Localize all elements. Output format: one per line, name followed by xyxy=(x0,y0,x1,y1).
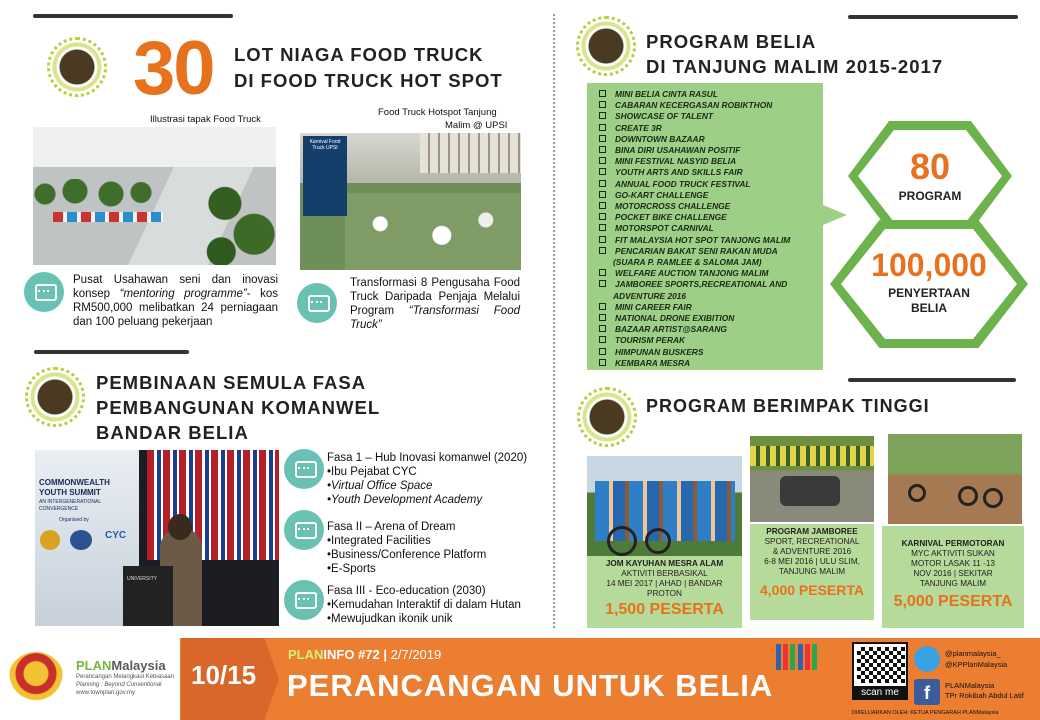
summit-line-3: AN INTERGENERATIONAL xyxy=(39,499,102,505)
card-title: PROGRAM JAMBOREE xyxy=(766,527,858,536)
summit-line-2: YOUTH SUMMIT xyxy=(39,488,101,497)
program-item: MOTORCROSS CHALLENGE xyxy=(599,201,823,212)
program-item: HIMPUNAN BUSKERS xyxy=(599,347,823,358)
program-item: POCKET BIKE CHALLENGE xyxy=(599,212,823,223)
info-mentoring: Pusat Usahawan seni dan inovasi konsep “mentoring programme”- kos RM500,000 melibatkan 24 perniagaan dan 100 peluang pekerjaan xyxy=(73,274,279,328)
stat-program-label: PROGRAM xyxy=(898,189,962,203)
facebook-name-2: TPr Rokibah Abdul Latif xyxy=(945,691,1024,700)
section-title-komanwel-2: PEMBANGUNAN KOMANWEL xyxy=(96,397,381,418)
photo-jamboree xyxy=(750,436,874,522)
twitter-handle-1: @planmalaysia_ xyxy=(945,649,1001,658)
comment-icon xyxy=(24,272,64,312)
impact-card-motor xyxy=(882,526,1024,628)
caption-hotspot-1: Food Truck Hotspot Tanjung xyxy=(378,107,497,118)
summit-line-1: COMMONWEALTH xyxy=(39,478,110,487)
phase-1-title: Fasa 1 – Hub Inovasi komanwel (2020) xyxy=(327,452,528,464)
photo-commonwealth-summit xyxy=(35,450,279,626)
section-title-komanwel-1: PEMBINAAN SEMULA FASA xyxy=(96,372,367,393)
caption-hotspot-2: Malim @ UPSI xyxy=(445,120,508,131)
section-title-foodtruck-2: DI FOOD TRUCK HOT SPOT xyxy=(234,70,503,91)
cyc-logo: CYC xyxy=(105,530,127,541)
impact-card-cycling xyxy=(587,556,742,628)
lot-count: 30 xyxy=(133,26,214,111)
phase-item: •Mewujudkan ikonik unik xyxy=(327,613,453,625)
card-detail: SPORT, RECREATIONAL xyxy=(764,537,860,546)
phase-2-title: Fasa II – Arena of Dream xyxy=(327,521,456,533)
program-item: ANNUAL FOOD TRUCK FESTIVAL xyxy=(599,179,823,190)
comment-icon xyxy=(297,283,337,323)
brush-left-mid xyxy=(34,350,189,354)
summit-line-5: Organised by xyxy=(59,517,89,523)
card-detail: & ADVENTURE 2016 xyxy=(772,547,852,556)
section-title-komanwel-3: BANDAR BELIA xyxy=(96,422,249,443)
card-detail: 14 MEI 2017 | AHAD | BANDAR xyxy=(606,579,723,588)
comment-icon xyxy=(284,580,324,620)
stat-program-count: 80 xyxy=(909,146,951,187)
program-item: DOWNTOWN BAZAAR xyxy=(599,134,823,145)
footer xyxy=(0,638,1040,720)
card-detail: TANJUNG MALIM xyxy=(778,567,846,576)
program-item: NATIONAL DRONE EXIBITION xyxy=(599,313,823,324)
photo-foodtruck-illustration xyxy=(33,127,276,265)
brand-name: PLANMalaysia xyxy=(76,658,166,673)
brush-right-mid xyxy=(848,378,1016,382)
sun-icon xyxy=(576,16,636,76)
info-transformasi: Transformasi 8 Pengusaha Food Truck Daripada Penjaja Melalui Program “Transformasi Food Truck” xyxy=(350,277,520,331)
program-item: YOUTH ARTS AND SKILLS FAIR xyxy=(599,167,823,178)
stat-participation-count: 100,000 xyxy=(871,247,987,283)
issued-by: DIKELUARKAN OLEH: KETUA PENGARAH PLANMalaysia xyxy=(852,710,999,716)
twitter-icon xyxy=(914,646,940,672)
phase-item: •Virtual Office Space xyxy=(327,480,433,492)
phase-3-title: Fasa III - Eco-education (2030) xyxy=(327,585,486,597)
twitter-handle-2: @KPPlanMalaysia xyxy=(945,660,1008,669)
program-item: MINI BELIA CINTA RASUL xyxy=(599,89,823,100)
card-participants: 4,000 PESERTA xyxy=(759,582,864,598)
phase-2 xyxy=(327,520,486,576)
phase-item: •E-Sports xyxy=(327,563,376,575)
program-item: CABARAN KECERGASAN ROBIKTHON xyxy=(599,100,823,111)
phase-1 xyxy=(327,451,527,507)
program-item: BINA DIRI USAHAWAN POSITIF xyxy=(599,145,823,156)
program-item: MOTORSPOT CARNIVAL xyxy=(599,223,823,234)
card-title: JOM KAYUHAN MESRA ALAM xyxy=(605,559,724,568)
card-detail: TANJUNG MALIM xyxy=(919,579,987,588)
top-brush-left xyxy=(33,14,233,18)
phase-3 xyxy=(327,584,521,626)
program-item: GO-KART CHALLENGE xyxy=(599,190,823,201)
program-item: MINI CAREER FAIR xyxy=(599,302,823,313)
program-list xyxy=(587,83,823,370)
comment-icon xyxy=(284,510,324,550)
card-detail: NOV 2016 | SEKITAR xyxy=(913,569,993,578)
program-item: CREATE 3R xyxy=(599,123,823,134)
section-title-impact: PROGRAM BERIMPAK TINGGI xyxy=(646,396,930,416)
brand-tagline-2: Planning : Beyond Conventional xyxy=(76,682,162,688)
section-title-program-1: PROGRAM BELIA xyxy=(646,31,817,52)
phase-item: •Youth Development Academy xyxy=(327,494,483,506)
section-title-program-2: DI TANJUNG MALIM 2015-2017 xyxy=(646,56,944,77)
phase-item: •Integrated Facilities xyxy=(327,535,431,547)
stat-participation-label-2: BELIA xyxy=(911,301,947,315)
section-title-foodtruck-1: LOT NIAGA FOOD TRUCK xyxy=(234,44,484,65)
brand-tagline-1: Perancangan Melangkaui Kebiasaan xyxy=(76,674,175,680)
caption-illustration: Illustrasi tapak Food Truck xyxy=(150,114,261,125)
top-brush-right xyxy=(848,15,1018,19)
program-item: FIT MALAYSIA HOT SPOT TANJONG MALIM xyxy=(599,235,823,246)
people-icons xyxy=(776,644,820,670)
stat-participation-label-1: PENYERTAAN xyxy=(888,286,970,300)
phase-item: •Business/Conference Platform xyxy=(327,549,487,561)
program-item: JAMBOREE SPORTS,RECREATIONAL AND ADVENTURE 2016 xyxy=(599,279,823,301)
photo-hotspot-upsi xyxy=(300,133,521,270)
card-detail: MOTOR LASAK 11 -13 xyxy=(911,559,995,568)
program-item: MINI FESTIVAL NASYID BELIA xyxy=(599,156,823,167)
scan-me-label: scan me xyxy=(852,686,908,700)
phase-item: •Ibu Pejabat CYC xyxy=(327,466,417,478)
center-divider xyxy=(553,14,555,628)
card-title: KARNIVAL PERMOTORAN xyxy=(901,539,1005,548)
impact-card-jamboree xyxy=(750,524,874,620)
footer-main-title: PERANCANGAN UNTUK BELIA xyxy=(287,668,774,703)
sun-icon xyxy=(25,367,85,427)
facebook-icon: f xyxy=(914,679,940,705)
summit-line-4: CONVERGENCE xyxy=(39,506,79,512)
jata-logo-icon xyxy=(8,652,64,706)
facebook-name-1: PLANMalaysia xyxy=(945,681,995,690)
card-detail: MYC AKTIVITI SUKAN xyxy=(911,549,995,558)
card-detail: PROTON xyxy=(647,589,682,598)
list-pointer xyxy=(823,205,847,225)
brand-url: www.townplan.gov.my xyxy=(76,690,135,696)
planinfo-line: PLANINFO #72 | 2/7/2019 xyxy=(288,647,442,662)
program-item: WELFARE AUCTION TANJONG MALIM xyxy=(599,268,823,279)
program-item: TOURISM PERAK xyxy=(599,335,823,346)
sun-icon xyxy=(47,37,107,97)
card-detail: 6-8 MEI 2016 | ULU SLIM, xyxy=(764,557,860,566)
sun-icon xyxy=(577,387,637,447)
card-participants: 1,500 PESERTA xyxy=(605,601,724,618)
photo-cycling xyxy=(587,456,742,561)
comment-icon xyxy=(284,449,324,489)
photo-motocross xyxy=(888,434,1022,524)
card-detail: AKTIVITI BERBASIKAL xyxy=(621,569,708,578)
program-item: SHOWCASE OF TALENT xyxy=(599,111,823,122)
card-participants: 5,000 PESERTA xyxy=(893,593,1013,610)
phase-item: •Kemudahan Interaktif di dalam Hutan xyxy=(327,599,521,611)
hotspot-banner-text: Karnival Food Truck UPSI xyxy=(309,139,341,151)
program-item: PENCARIAN BAKAT SENI RAKAN MUDA (SUARA P. RAMLEE & SALOMA JAM) xyxy=(599,246,823,268)
page-indicator: 10/15 xyxy=(191,660,257,690)
program-item: KEMBARA MESRA xyxy=(599,358,823,369)
podium-text: UNIVERSITY xyxy=(127,576,158,582)
program-item: BAZAAR ARTIST@SARANG xyxy=(599,324,823,335)
